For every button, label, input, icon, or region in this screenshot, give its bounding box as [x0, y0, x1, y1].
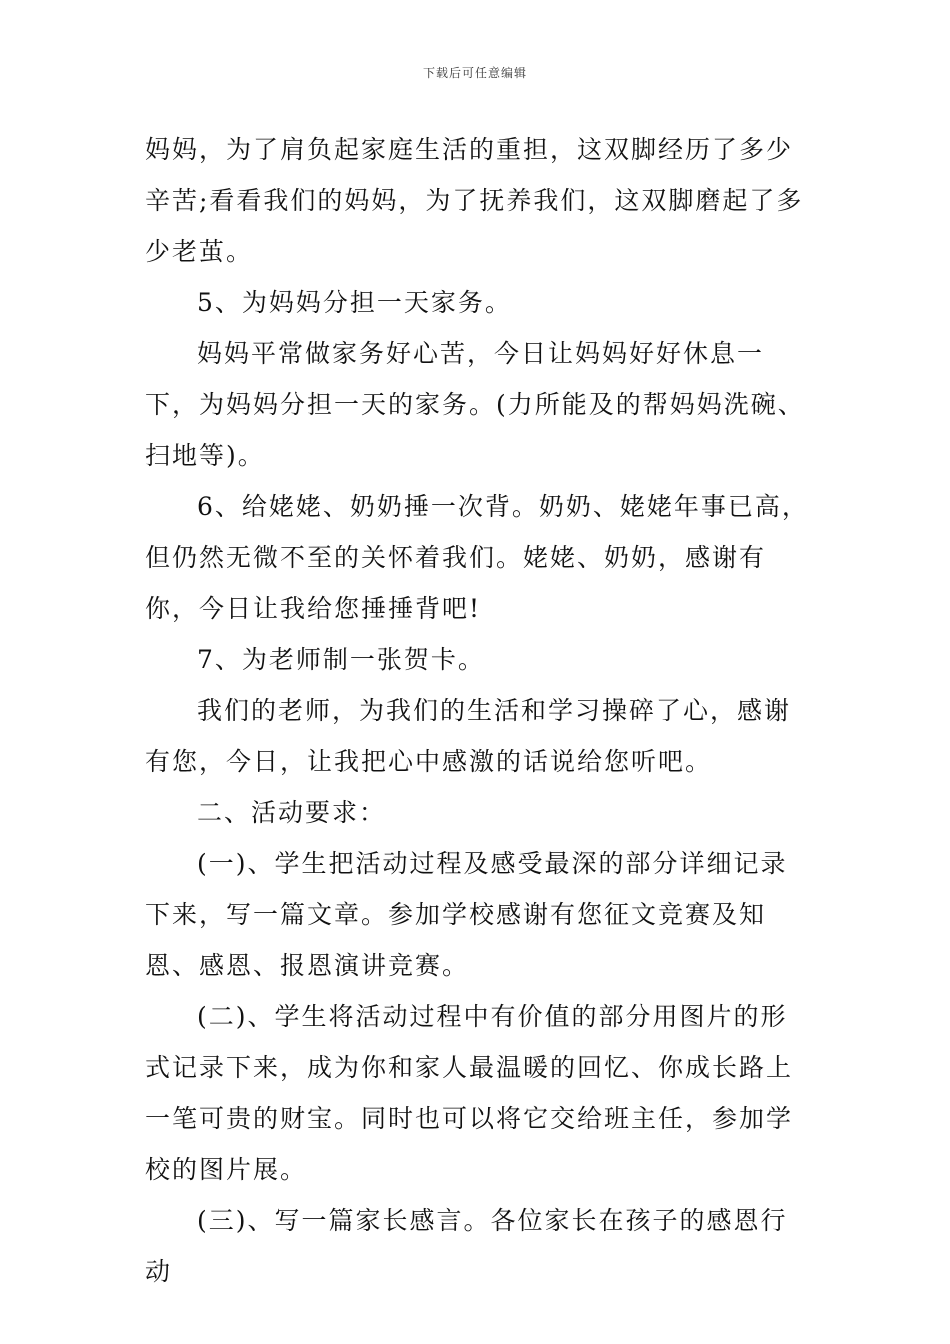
page-header: 下载后可任意编辑 [422, 66, 527, 80]
paragraph: (三)、写一篇家长感言。各位家长在孩子的感恩行动 [145, 1206, 788, 1286]
paragraph: (一)、学生把活动过程及感受最深的部分详细记录下来，写一篇文章。参加学校感谢有您征文竞赛及知恩、感恩、报恩演讲竞赛。 [145, 849, 788, 980]
paragraph: 5、为妈妈分担一天家务。 [197, 288, 512, 317]
paragraph: 我们的老师，为我们的生活和学习操碎了心，感谢有您，今日，让我把心中感激的话说给您听吧。 [145, 696, 792, 776]
paragraph: 7、为老师制一张贺卡。 [197, 645, 485, 674]
document-body [145, 124, 810, 1297]
paragraph: 妈妈平常做家务好心苦，今日让妈妈好好休息一下，为妈妈分担一天的家务。(力所能及的帮妈妈洗碗、扫地等)。 [145, 339, 805, 470]
paragraph: 妈妈，为了肩负起家庭生活的重担，这双脚经历了多少辛苦;看看我们的妈妈，为了抚养我们，这双脚磨起了多少老茧。 [145, 135, 804, 266]
section-heading: 二、活动要求： [197, 798, 387, 827]
paragraph: 6、给姥姥、奶奶捶一次背。奶奶、姥姥年事已高，但仍然无微不至的关怀着我们。姥姥、奶奶，感谢有你，今日让我给您捶捶背吧! [145, 492, 809, 623]
paragraph: (二)、学生将活动过程中有价值的部分用图片的形式记录下来，成为你和家人最温暖的回忆、你成长路上一笔可贵的财宝。同时也可以将它交给班主任，参加学校的图片展。 [145, 1002, 794, 1184]
